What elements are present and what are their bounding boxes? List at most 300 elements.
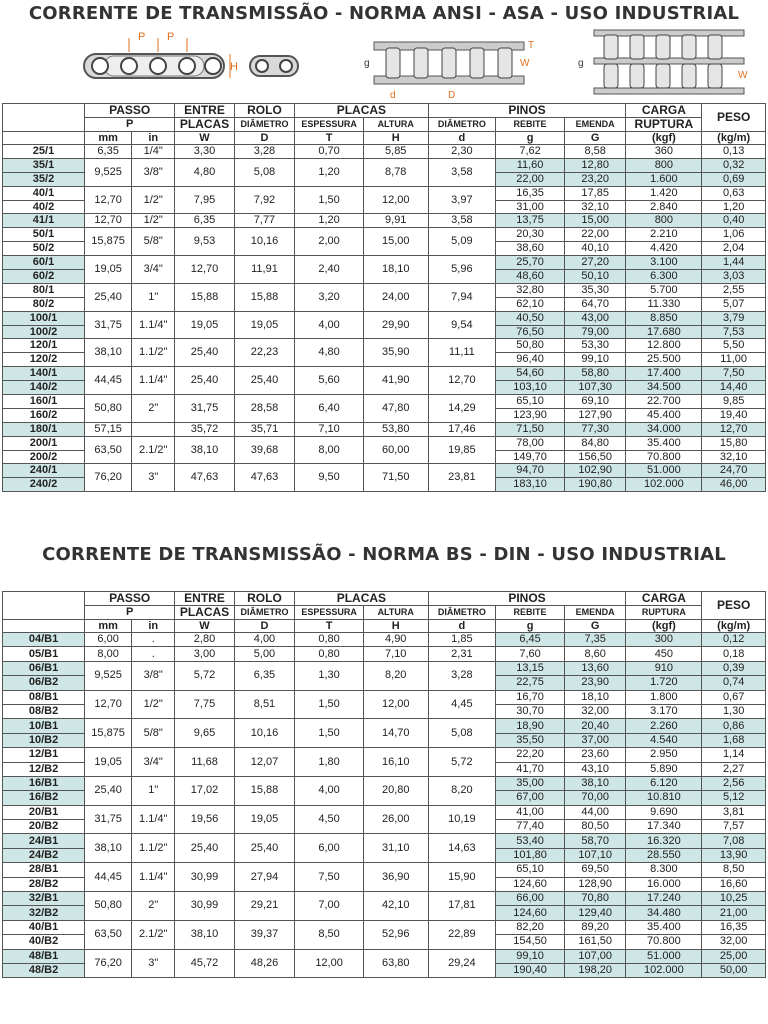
header-ruptura: RUPTURA <box>626 606 702 620</box>
plate-thickness-cell: 0,80 <box>295 647 364 661</box>
table-row <box>3 863 766 877</box>
pin-rivet-cell: 16,70 <box>496 690 565 704</box>
pin-rivet-cell: 11,60 <box>496 158 565 172</box>
table-row <box>3 367 766 381</box>
plate-thickness-cell: 0,70 <box>295 145 364 159</box>
header-placas-sub: PLACAS <box>175 118 234 132</box>
pin-rivet-cell: 154,50 <box>496 935 565 949</box>
header-placas: PLACAS <box>295 592 428 606</box>
header-emenda: EMENDA <box>564 606 626 620</box>
header-in: in <box>132 620 175 633</box>
header-t: T <box>295 132 364 145</box>
pitch-mm-cell: 44,45 <box>85 367 132 395</box>
chain-code-cell: 240/1 <box>3 464 85 478</box>
roller-diameter-cell: 19,05 <box>234 805 295 834</box>
header-d-pino: d <box>428 132 496 145</box>
pitch-in-cell: 2.1/2" <box>132 436 175 464</box>
weight-cell: 7,08 <box>702 834 766 848</box>
weight-cell: 32,00 <box>702 935 766 949</box>
weight-cell: 15,80 <box>702 436 766 450</box>
pin-joint-cell: 58,70 <box>564 834 626 848</box>
pin-diameter-cell: 5,96 <box>428 256 496 284</box>
plate-thickness-cell: 5,60 <box>295 367 364 395</box>
table-row <box>3 395 766 409</box>
pin-rivet-cell: 53,40 <box>496 834 565 848</box>
header-rolo: ROLO <box>234 592 295 606</box>
pitch-mm-cell: 44,45 <box>85 863 132 892</box>
breaking-load-cell: 800 <box>626 158 702 172</box>
table-row <box>3 145 766 159</box>
weight-cell: 19,40 <box>702 408 766 422</box>
breaking-load-cell: 9.690 <box>626 805 702 819</box>
chain-code-cell: 140/1 <box>3 367 85 381</box>
chain-code-cell: 06/B2 <box>3 676 85 690</box>
plate-height-cell: 18,10 <box>363 256 428 284</box>
plate-thickness-cell: 12,00 <box>295 949 364 978</box>
chain-code-cell: 200/1 <box>3 436 85 450</box>
inner-width-cell: 30,99 <box>175 892 234 921</box>
pin-joint-cell: 70,80 <box>564 892 626 906</box>
pin-rivet-cell: 96,40 <box>496 353 565 367</box>
diagram-label-w: W <box>520 58 530 69</box>
pin-rivet-cell: 41,00 <box>496 805 565 819</box>
ansi-table-title: CORRENTE DE TRANSMISSÃO - NORMA ANSI - ASA - USO INDUSTRIAL <box>28 3 740 24</box>
pin-rivet-cell: 124,60 <box>496 877 565 891</box>
plate-height-cell: 12,00 <box>363 186 428 214</box>
plate-height-cell: 16,10 <box>363 748 428 777</box>
inner-width-cell: 35,72 <box>175 422 234 436</box>
roller-diameter-cell: 11,91 <box>234 256 295 284</box>
plate-height-cell: 71,50 <box>363 464 428 492</box>
breaking-load-cell: 17.340 <box>626 820 702 834</box>
pitch-mm-cell: 15,875 <box>85 228 132 256</box>
breaking-load-cell: 28.550 <box>626 848 702 862</box>
weight-cell: 1,14 <box>702 748 766 762</box>
pin-joint-cell: 70,00 <box>564 791 626 805</box>
pin-rivet-cell: 78,00 <box>496 436 565 450</box>
pin-joint-cell: 8,58 <box>564 145 626 159</box>
chain-code-cell: 08/B1 <box>3 690 85 704</box>
weight-cell: 3,03 <box>702 270 766 284</box>
table-row <box>3 256 766 270</box>
breaking-load-cell: 450 <box>626 647 702 661</box>
weight-cell: 0,32 <box>702 158 766 172</box>
chain-code-cell: 40/1 <box>3 186 85 200</box>
pin-joint-cell: 40,10 <box>564 242 626 256</box>
pin-diameter-cell: 5,09 <box>428 228 496 256</box>
pin-rivet-cell: 7,60 <box>496 647 565 661</box>
weight-cell: 21,00 <box>702 906 766 920</box>
plate-thickness-cell: 4,00 <box>295 776 364 805</box>
pitch-in-cell: 1.1/2" <box>132 339 175 367</box>
weight-cell: 2,55 <box>702 283 766 297</box>
pin-rivet-cell: 25,70 <box>496 256 565 270</box>
header-kgf: (kgf) <box>626 620 702 633</box>
plate-height-cell: 26,00 <box>363 805 428 834</box>
roller-diameter-cell: 10,16 <box>234 228 295 256</box>
header-h: H <box>363 132 428 145</box>
breaking-load-cell: 51.000 <box>626 464 702 478</box>
weight-cell: 24,70 <box>702 464 766 478</box>
pin-diameter-cell: 17,81 <box>428 892 496 921</box>
breaking-load-cell: 70.800 <box>626 935 702 949</box>
pitch-in-cell: 5/8" <box>132 228 175 256</box>
pin-diameter-cell: 19,85 <box>428 436 496 464</box>
chain-code-cell: 16/B2 <box>3 791 85 805</box>
breaking-load-cell: 17.680 <box>626 325 702 339</box>
roller-diameter-cell: 27,94 <box>234 863 295 892</box>
plate-thickness-cell: 8,50 <box>295 920 364 949</box>
roller-diameter-cell: 29,21 <box>234 892 295 921</box>
header-diametro: DIÂMETRO <box>234 118 295 132</box>
pin-joint-cell: 35,30 <box>564 283 626 297</box>
breaking-load-cell: 1.600 <box>626 172 702 186</box>
pitch-in-cell: 1/4" <box>132 145 175 159</box>
diagram-label-t: T <box>528 40 535 51</box>
roller-diameter-cell: 3,28 <box>234 145 295 159</box>
pin-joint-cell: 156,50 <box>564 450 626 464</box>
weight-cell: 1,20 <box>702 200 766 214</box>
pin-rivet-cell: 124,60 <box>496 906 565 920</box>
inner-width-cell: 11,68 <box>175 748 234 777</box>
pin-joint-cell: 128,90 <box>564 877 626 891</box>
pin-rivet-cell: 149,70 <box>496 450 565 464</box>
chain-code-cell: 160/2 <box>3 408 85 422</box>
pitch-mm-cell: 9,525 <box>85 158 132 186</box>
plate-height-cell: 24,00 <box>363 283 428 311</box>
breaking-load-cell: 16.000 <box>626 877 702 891</box>
pitch-mm-cell: 50,80 <box>85 395 132 423</box>
table-row <box>3 719 766 733</box>
chain-code-cell: 05/B1 <box>3 647 85 661</box>
pitch-mm-cell: 76,20 <box>85 464 132 492</box>
pin-rivet-cell: 13,15 <box>496 661 565 675</box>
chain-code-cell: 80/1 <box>3 283 85 297</box>
pitch-mm-cell: 38,10 <box>85 834 132 863</box>
pin-diameter-cell: 4,45 <box>428 690 496 719</box>
header-w: W <box>175 620 234 633</box>
chain-code-cell: 28/B1 <box>3 863 85 877</box>
table-row <box>3 892 766 906</box>
pitch-mm-cell: 57,15 <box>85 422 132 436</box>
pitch-in-cell: 3/8" <box>132 158 175 186</box>
chain-code-cell: 80/2 <box>3 297 85 311</box>
table-row <box>3 748 766 762</box>
pin-diameter-cell: 22,89 <box>428 920 496 949</box>
inner-width-cell: 7,75 <box>175 690 234 719</box>
breaking-load-cell: 2.840 <box>626 200 702 214</box>
table-header <box>3 104 766 145</box>
pin-rivet-cell: 7,62 <box>496 145 565 159</box>
pin-rivet-cell: 76,50 <box>496 325 565 339</box>
header-mm: mm <box>85 132 132 145</box>
pin-rivet-cell: 82,20 <box>496 920 565 934</box>
pitch-mm-cell: 9,525 <box>85 661 132 690</box>
plate-thickness-cell: 7,00 <box>295 892 364 921</box>
pitch-in-cell: 1" <box>132 776 175 805</box>
pin-diameter-cell: 17,46 <box>428 422 496 436</box>
header-p: P <box>85 118 175 132</box>
breaking-load-cell: 300 <box>626 633 702 647</box>
pitch-in-cell: 1.1/4" <box>132 863 175 892</box>
weight-cell: 2,27 <box>702 762 766 776</box>
chain-diagrams <box>0 26 768 102</box>
pitch-in-cell: 3" <box>132 949 175 978</box>
weight-cell: 0,18 <box>702 647 766 661</box>
plate-height-cell: 31,10 <box>363 834 428 863</box>
bs-table-title: CORRENTE DE TRANSMISSÃO - NORMA BS - DIN - USO INDUSTRIAL <box>42 544 726 565</box>
weight-cell: 14,40 <box>702 381 766 395</box>
pin-joint-cell: 15,00 <box>564 214 626 228</box>
pin-diameter-cell: 2,30 <box>428 145 496 159</box>
inner-width-cell: 31,75 <box>175 395 234 423</box>
roller-diameter-cell: 5,00 <box>234 647 295 661</box>
plate-thickness-cell: 6,40 <box>295 395 364 423</box>
header-h: H <box>363 620 428 633</box>
header-diametro: DIÂMETRO <box>234 606 295 620</box>
pin-rivet-cell: 22,75 <box>496 676 565 690</box>
chain-code-cell: 120/2 <box>3 353 85 367</box>
plate-height-cell: 47,80 <box>363 395 428 423</box>
pin-joint-cell: 23,20 <box>564 172 626 186</box>
header-carga: CARGA <box>626 104 702 118</box>
inner-width-cell: 47,63 <box>175 464 234 492</box>
breaking-load-cell: 102.000 <box>626 478 702 492</box>
weight-cell: 1,06 <box>702 228 766 242</box>
plate-height-cell: 9,91 <box>363 214 428 228</box>
weight-cell: 0,74 <box>702 676 766 690</box>
chain-code-cell: 240/2 <box>3 478 85 492</box>
header-g-emenda: G <box>564 620 626 633</box>
pin-joint-cell: 43,10 <box>564 762 626 776</box>
breaking-load-cell: 25.500 <box>626 353 702 367</box>
pin-diameter-cell: 29,24 <box>428 949 496 978</box>
pin-rivet-cell: 20,30 <box>496 228 565 242</box>
bs-table-body <box>3 633 766 978</box>
pin-joint-cell: 27,20 <box>564 256 626 270</box>
breaking-load-cell: 5.890 <box>626 762 702 776</box>
chain-code-cell: 120/1 <box>3 339 85 353</box>
pin-rivet-cell: 41,70 <box>496 762 565 776</box>
pin-joint-cell: 99,10 <box>564 353 626 367</box>
plate-thickness-cell: 1,80 <box>295 748 364 777</box>
plate-height-cell: 8,78 <box>363 158 428 186</box>
pin-diameter-cell: 3,58 <box>428 158 496 186</box>
weight-cell: 1,68 <box>702 733 766 747</box>
breaking-load-cell: 34.500 <box>626 381 702 395</box>
pin-joint-cell: 89,20 <box>564 920 626 934</box>
plate-height-cell: 42,10 <box>363 892 428 921</box>
chain-code-cell: 06/B1 <box>3 661 85 675</box>
header-g: g <box>496 620 565 633</box>
plate-height-cell: 60,00 <box>363 436 428 464</box>
pin-rivet-cell: 65,10 <box>496 395 565 409</box>
table-row <box>3 661 766 675</box>
pin-diameter-cell: 5,08 <box>428 719 496 748</box>
pitch-in-cell: 1/2" <box>132 186 175 214</box>
diagram-label-d-small: d <box>390 90 396 100</box>
header-diametro-pino: DIÂMETRO <box>428 606 496 620</box>
inner-width-cell: 7,95 <box>175 186 234 214</box>
breaking-load-cell: 35.400 <box>626 920 702 934</box>
table-row <box>3 920 766 934</box>
inner-width-cell: 2,80 <box>175 633 234 647</box>
chain-code-cell: 60/2 <box>3 270 85 284</box>
table-row <box>3 422 766 436</box>
pitch-mm-cell: 8,00 <box>85 647 132 661</box>
pin-diameter-cell: 9,54 <box>428 311 496 339</box>
breaking-load-cell: 2.260 <box>626 719 702 733</box>
pin-joint-cell: 23,60 <box>564 748 626 762</box>
weight-cell: 0,39 <box>702 661 766 675</box>
weight-cell: 32,10 <box>702 450 766 464</box>
inner-width-cell: 45,72 <box>175 949 234 978</box>
breaking-load-cell: 17.400 <box>626 367 702 381</box>
pin-joint-cell: 50,10 <box>564 270 626 284</box>
table-row <box>3 949 766 963</box>
inner-width-cell: 17,02 <box>175 776 234 805</box>
inner-width-cell: 3,00 <box>175 647 234 661</box>
table-row <box>3 633 766 647</box>
roller-diameter-cell: 15,88 <box>234 283 295 311</box>
pitch-mm-cell: 12,70 <box>85 186 132 214</box>
pitch-in-cell: 2" <box>132 892 175 921</box>
pin-diameter-cell: 5,72 <box>428 748 496 777</box>
header-passo: PASSO <box>85 592 175 606</box>
pin-joint-cell: 18,10 <box>564 690 626 704</box>
breaking-load-cell: 2.210 <box>626 228 702 242</box>
weight-cell: 9,85 <box>702 395 766 409</box>
pin-joint-cell: 37,00 <box>564 733 626 747</box>
header-d-pino: d <box>428 620 496 633</box>
chain-code-cell: 32/B2 <box>3 906 85 920</box>
plate-height-cell: 4,90 <box>363 633 428 647</box>
roller-diameter-cell: 19,05 <box>234 311 295 339</box>
pin-joint-cell: 44,00 <box>564 805 626 819</box>
pitch-in-cell: 3" <box>132 464 175 492</box>
pin-rivet-cell: 183,10 <box>496 478 565 492</box>
pin-joint-cell: 43,00 <box>564 311 626 325</box>
header-rebite: REBITE <box>496 606 565 620</box>
plate-height-cell: 20,80 <box>363 776 428 805</box>
pin-joint-cell: 58,80 <box>564 367 626 381</box>
pin-joint-cell: 79,00 <box>564 325 626 339</box>
plate-thickness-cell: 6,00 <box>295 834 364 863</box>
plate-height-cell: 41,90 <box>363 367 428 395</box>
pin-joint-cell: 23,90 <box>564 676 626 690</box>
chain-code-cell: 35/2 <box>3 172 85 186</box>
plate-thickness-cell: 4,50 <box>295 805 364 834</box>
breaking-load-cell: 6.300 <box>626 270 702 284</box>
pin-joint-cell: 84,80 <box>564 436 626 450</box>
chain-code-cell: 16/B1 <box>3 776 85 790</box>
roller-diameter-cell: 47,63 <box>234 464 295 492</box>
pitch-in-cell: 2" <box>132 395 175 423</box>
pitch-mm-cell: 12,70 <box>85 690 132 719</box>
diagram-label-h: H <box>230 61 238 73</box>
pitch-mm-cell: 15,875 <box>85 719 132 748</box>
plate-thickness-cell: 8,00 <box>295 436 364 464</box>
breaking-load-cell: 800 <box>626 214 702 228</box>
weight-cell: 13,90 <box>702 848 766 862</box>
plate-height-cell: 5,85 <box>363 145 428 159</box>
table-row <box>3 283 766 297</box>
table-row <box>3 805 766 819</box>
header-d: D <box>234 620 295 633</box>
weight-cell: 5,12 <box>702 791 766 805</box>
header-rolo: ROLO <box>234 104 295 118</box>
chain-code-cell: 04/B1 <box>3 633 85 647</box>
pin-joint-cell: 107,00 <box>564 949 626 963</box>
pin-diameter-cell: 14,63 <box>428 834 496 863</box>
pin-diameter-cell: 1,85 <box>428 633 496 647</box>
roller-diameter-cell: 39,37 <box>234 920 295 949</box>
header-g-emenda: G <box>564 132 626 145</box>
chain-code-cell: 28/B2 <box>3 877 85 891</box>
pin-rivet-cell: 101,80 <box>496 848 565 862</box>
weight-cell: 46,00 <box>702 478 766 492</box>
header-pinos: PINOS <box>428 104 626 118</box>
breaking-load-cell: 3.100 <box>626 256 702 270</box>
weight-cell: 8,50 <box>702 863 766 877</box>
roller-diameter-cell: 8,51 <box>234 690 295 719</box>
pin-rivet-cell: 103,10 <box>496 381 565 395</box>
inner-width-cell: 19,05 <box>175 311 234 339</box>
plate-height-cell: 7,10 <box>363 647 428 661</box>
pin-joint-cell: 17,85 <box>564 186 626 200</box>
breaking-load-cell: 35.400 <box>626 436 702 450</box>
pin-rivet-cell: 30,70 <box>496 704 565 718</box>
chain-code-cell: 41/1 <box>3 214 85 228</box>
pin-diameter-cell: 12,70 <box>428 367 496 395</box>
header-rebite: REBITE <box>496 118 565 132</box>
chain-code-cell: 08/B2 <box>3 704 85 718</box>
chain-code-cell: 200/2 <box>3 450 85 464</box>
plate-thickness-cell: 2,00 <box>295 228 364 256</box>
pin-joint-cell: 64,70 <box>564 297 626 311</box>
plate-height-cell: 8,20 <box>363 661 428 690</box>
header-mm: mm <box>85 620 132 633</box>
pitch-mm-cell: 63,50 <box>85 436 132 464</box>
plate-thickness-cell: 1,30 <box>295 661 364 690</box>
weight-cell: 3,81 <box>702 805 766 819</box>
pin-rivet-cell: 35,50 <box>496 733 565 747</box>
inner-width-cell: 38,10 <box>175 436 234 464</box>
chain-code-cell: 100/1 <box>3 311 85 325</box>
inner-width-cell: 25,40 <box>175 834 234 863</box>
pin-rivet-cell: 6,45 <box>496 633 565 647</box>
breaking-load-cell: 34.000 <box>626 422 702 436</box>
inner-width-cell: 3,30 <box>175 145 234 159</box>
pin-rivet-cell: 38,60 <box>496 242 565 256</box>
breaking-load-cell: 2.950 <box>626 748 702 762</box>
breaking-load-cell: 16.320 <box>626 834 702 848</box>
breaking-load-cell: 11.330 <box>626 297 702 311</box>
inner-width-cell: 12,70 <box>175 256 234 284</box>
pitch-in-cell: 1/2" <box>132 214 175 228</box>
weight-cell: 1,44 <box>702 256 766 270</box>
pin-rivet-cell: 31,00 <box>496 200 565 214</box>
pitch-in-cell: 3/4" <box>132 256 175 284</box>
chain-code-cell: 60/1 <box>3 256 85 270</box>
pin-rivet-cell: 190,40 <box>496 963 565 977</box>
pitch-mm-cell: 31,75 <box>85 311 132 339</box>
pin-joint-cell: 161,50 <box>564 935 626 949</box>
pin-diameter-cell: 15,90 <box>428 863 496 892</box>
roller-diameter-cell: 48,26 <box>234 949 295 978</box>
table-row <box>3 464 766 478</box>
breaking-load-cell: 102.000 <box>626 963 702 977</box>
